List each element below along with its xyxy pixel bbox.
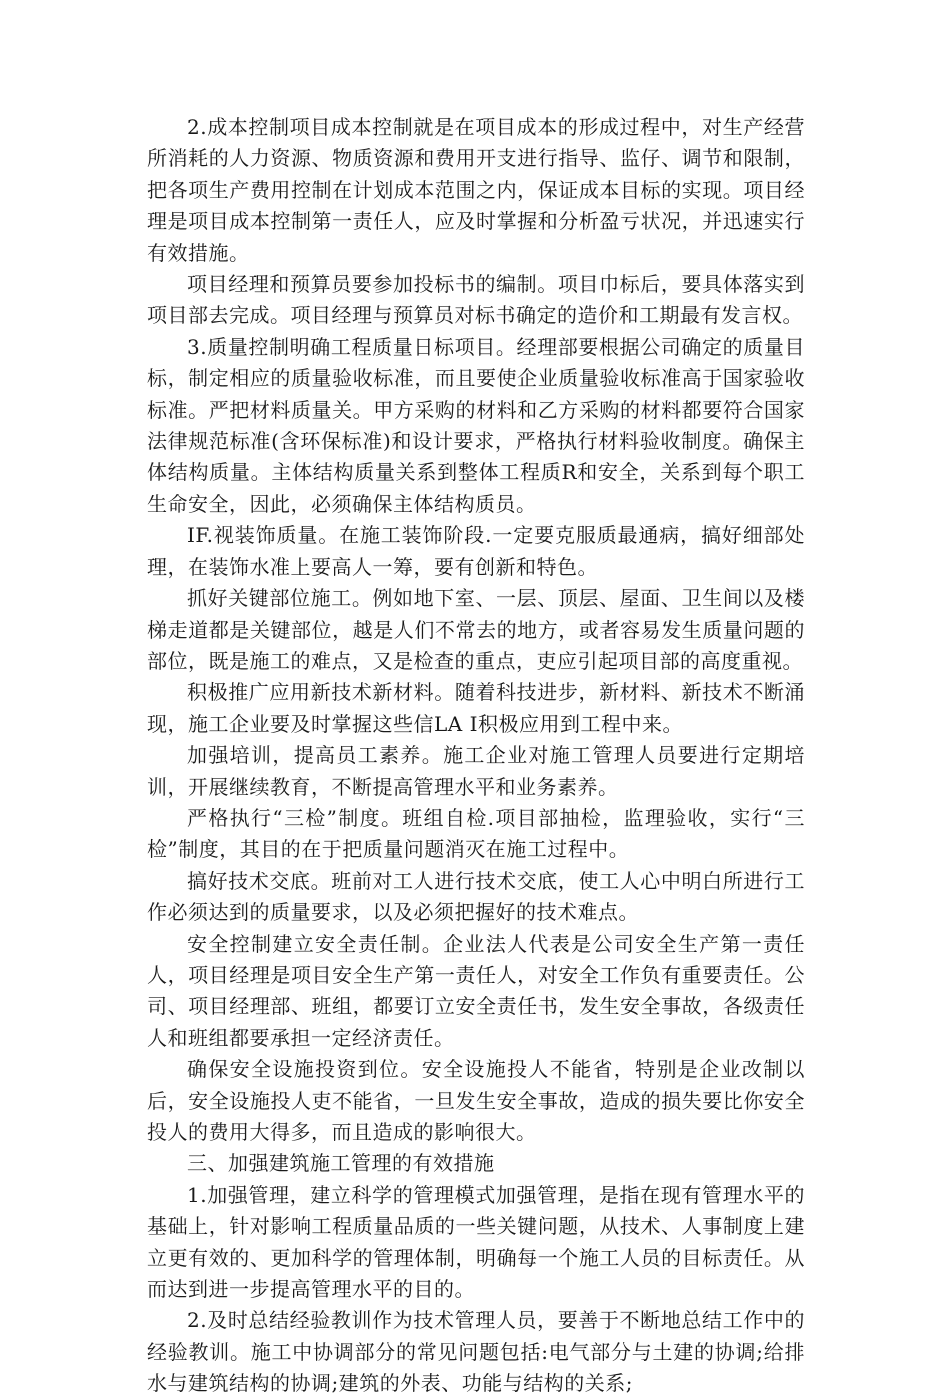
paragraph-safety-responsibility: 安全控制建立安全责任制。企业法人代表是公司安全生产第一责任人，项目经理是项目安全生产第一责任人，对安全工作负有重要责任。公司、项目经理部、班组，都要订立安全责任书，发生安全事故，各级责任人和班组都要承担一定经济责任。: [147, 931, 805, 1050]
paragraph-key-parts: 抓好关键部位施工。例如地下室、一层、顶层、屋面、卫生间以及楼梯走道都是关键部位，越是人们不常去的地方，或者容易发生质量问题的部位，既是施工的难点，又是检查的重点，吏应引起项目部的高度重视。: [147, 586, 805, 673]
paragraph-three-checks: 严格执行“三检”制度。班组自检.项目部抽检，监理验收，实行“三检”制度，其目的在于把质量问题消灭在施工过程中。: [147, 805, 805, 862]
document-body: [147, 112, 805, 1400]
section-heading-measures: 三、加强建筑施工管理的有效措施: [187, 1151, 495, 1176]
paragraph-training: 加强培训，提高员工素养。施工企业对施工管理人员要进行定期培训，开展继续教育，不断提高管理水平和业务素养。: [147, 743, 805, 799]
paragraph-bidding: 项目经理和预算员要参加投标书的编制。项目巾标后，要具体落实到项目部去完成。项目经理与预算员对标书确定的造价和工期最有发言权。: [147, 272, 805, 328]
paragraph-summarize-experience: 2.及时总结经验教训作为技术管理人员，要善于不断地总结工作中的经验教训。施工中协调部分的常见问题包括:电气部分与土建的协调;给排水与建筑结构的协调;建筑的外表、功能与结构的关系;: [147, 1308, 805, 1396]
paragraph-technical-disclosure: 搞好技术交底。班前对工人进行技术交底，使工人心中明白所进行工作必须达到的质量要求，以及必须把握好的技术难点。: [147, 868, 805, 925]
paragraph-quality-control: 3.质量控制明确工程质量日标项目。经理部要根据公司确定的质量目标，制定相应的质量验收标准，而且要使企业质量验收标准高于国家验收标准。严把材料质量关。甲方采购的材料和乙方采购的材料都要符合国家法律规范标准(含环保标准)和设计要求，严格执行材料验收制度。确保主体结构质量。主体结构质量关系到整体工程质R和安全，关系到每个职工生命安全，因此，必须确保主体结构质员。: [147, 334, 805, 516]
paragraph-cost-control: 2.成本控制项目成本控制就是在项目成本的形成过程中，对生产经营所消耗的人力资源、物质资源和费用开支进行指导、监仔、调节和限制，把各项生产费用控制在计划成本范围之内，保证成本目标的实现。项目经理是项目成本控制第一责任人，应及时掌握和分析盈亏状况，并迅速实行有效措施。: [147, 115, 805, 265]
paragraph-new-technology: 积极推广应用新技术新材料。随着科技进步，新材料、新技术不断涌现，施工企业要及时掌握这些信LA I积极应用到工程中来。: [147, 680, 805, 736]
paragraph-decoration-quality: IF.视装饰质量。在施工装饰阶段.一定要克服质最通病，搞好细部处理，在装饰水准上要高人一筹，要有创新和特色。: [147, 523, 805, 579]
paragraph-strengthen-management: 1.加强管理，建立科学的管理模式加强管理，是指在现有管理水平的基础上，针对影响工程质量品质的一些关键问题，从技术、人事制度上建立更有效的、更加科学的管理体制，明确每一个施工人员的目标责任。从而达到进一步提高管理水平的目的。: [147, 1182, 805, 1302]
paragraph-safety-investment: 确保安全设施投资到位。安全设施投人不能省，特别是企业改制以后，安全设施投人吏不能省，一旦发生安全事故，造成的损失要比你安全投人的费用大得多，而且造成的影响很大。: [147, 1057, 805, 1144]
